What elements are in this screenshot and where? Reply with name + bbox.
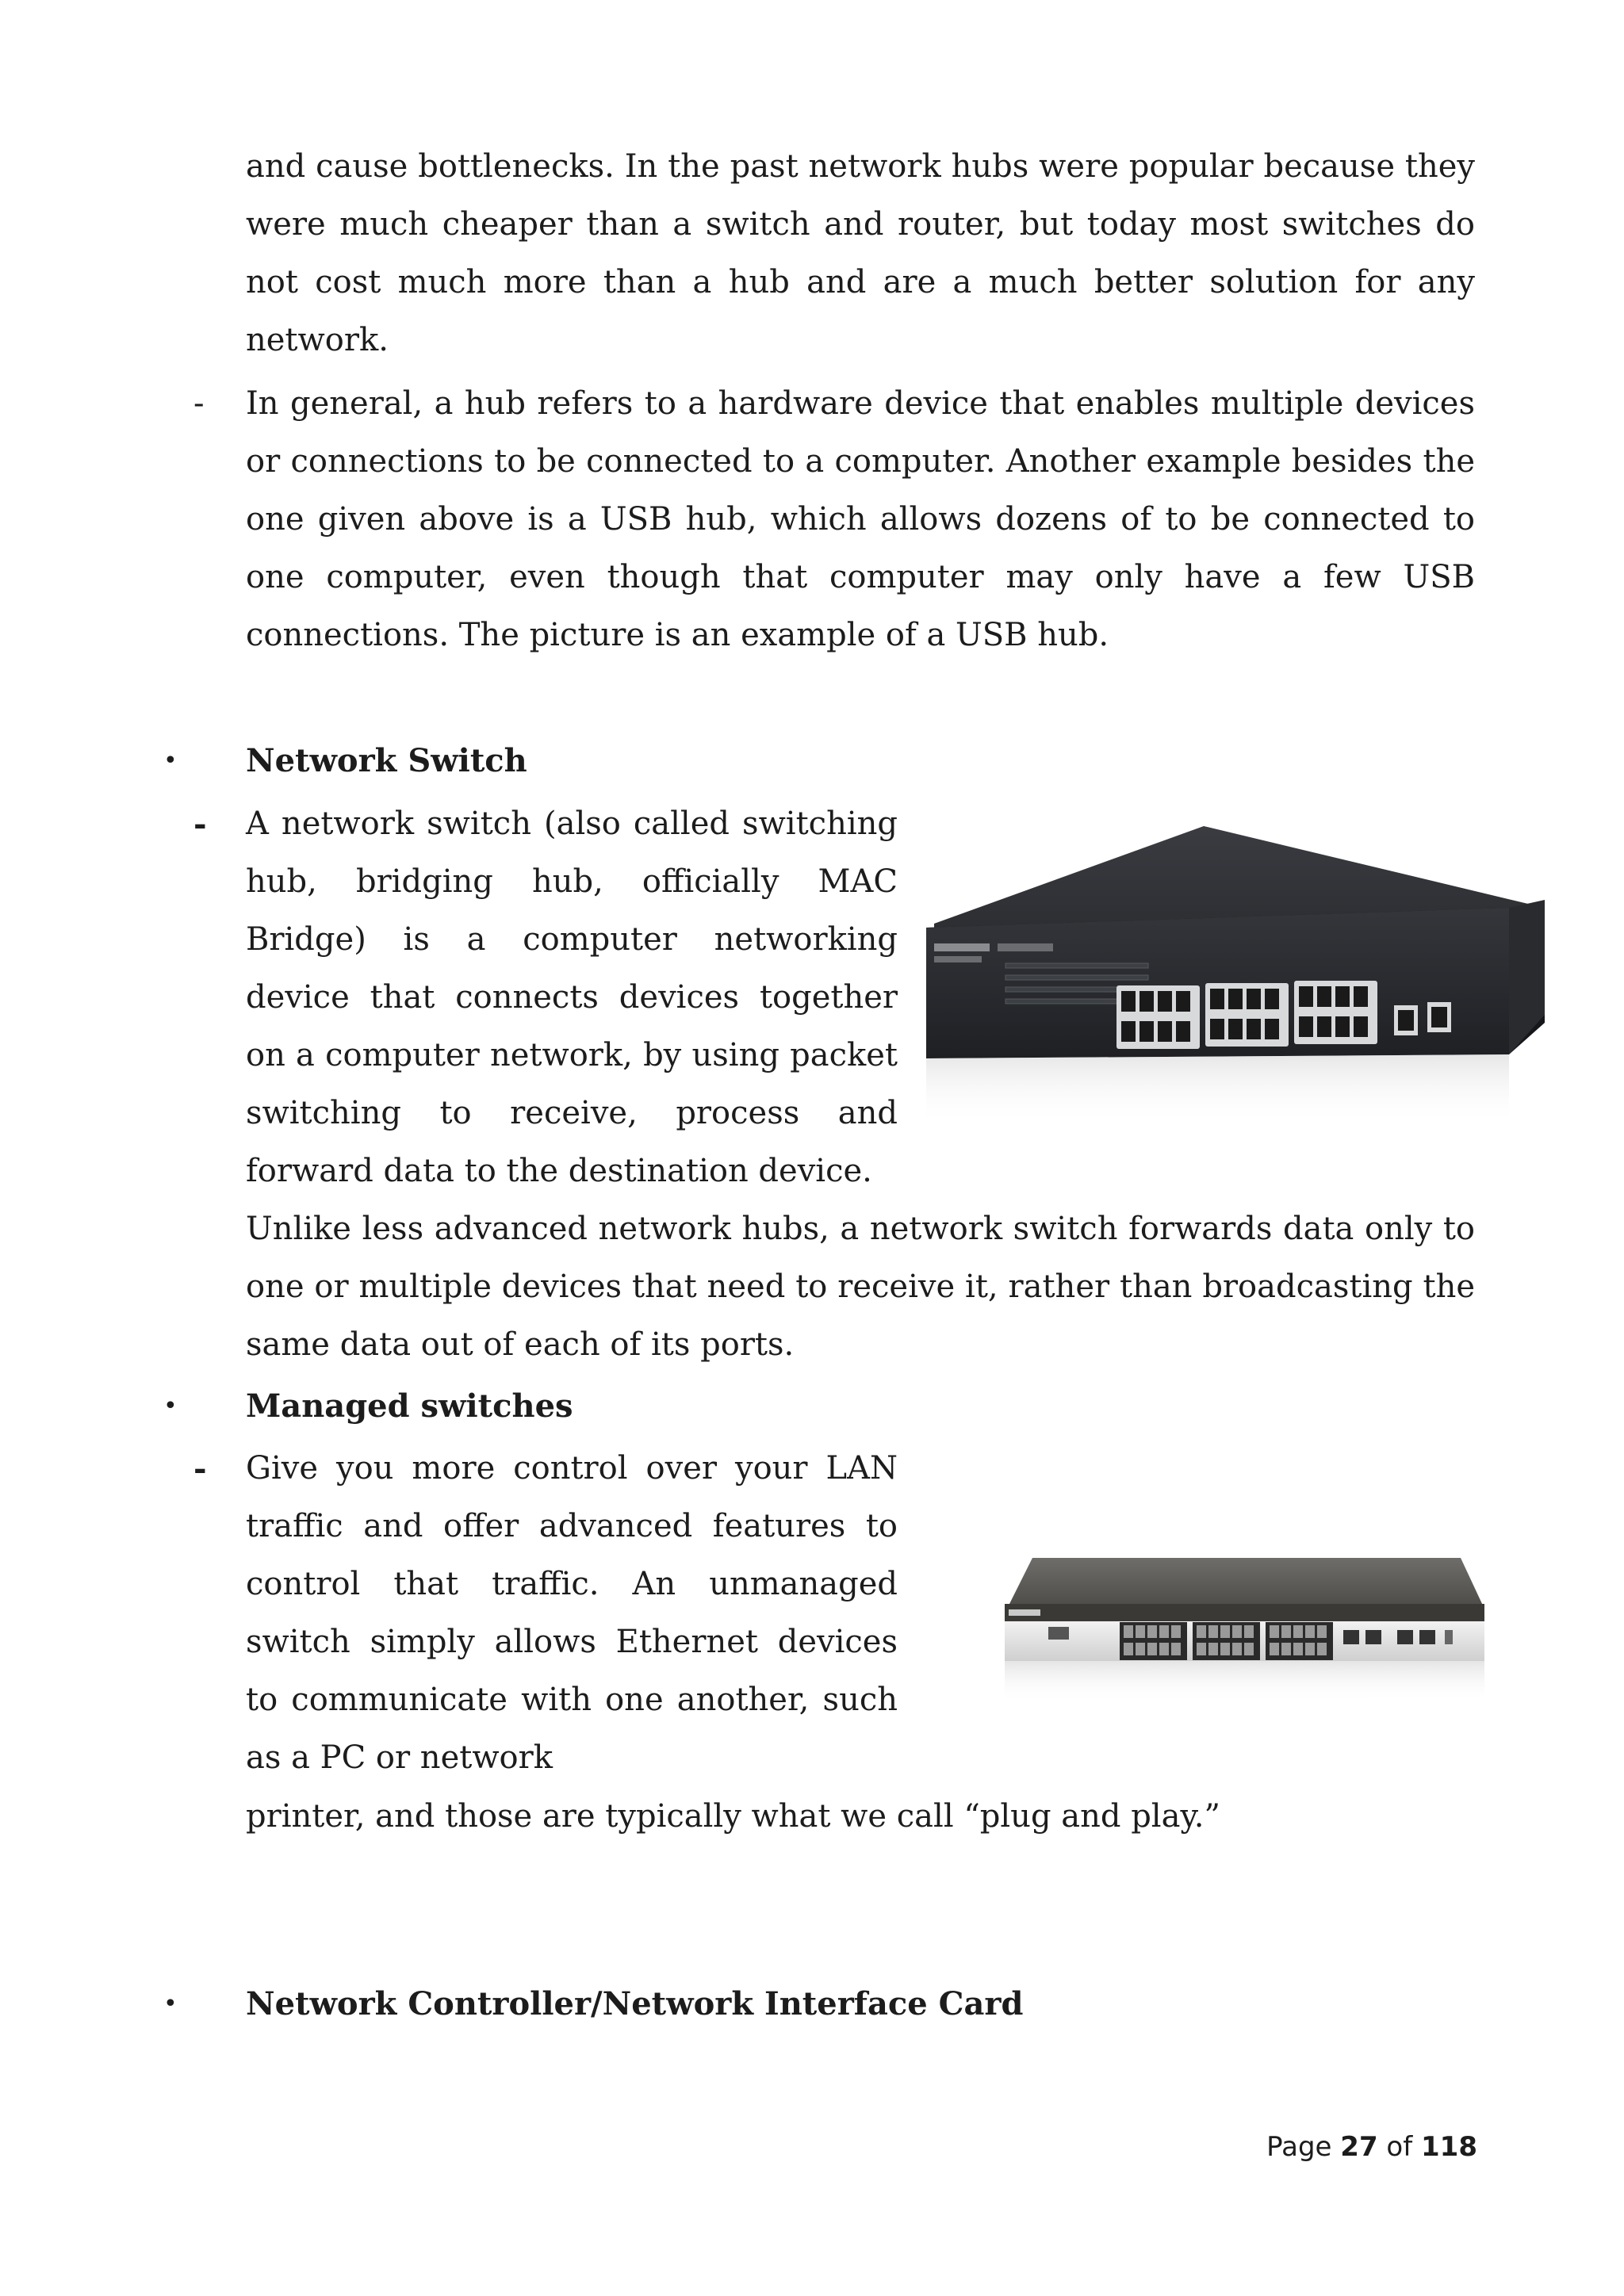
network-switch-paragraph: A network switch (also called switching hub, bridging hub, officially MAC Bridge) is a computer networking device that connects devices together on a computer network, by using packet switching to receive, process and forward data to the destination device. (246, 806, 898, 1189)
page-number: 27 (1340, 2131, 1378, 2163)
dash-marker: - (193, 1450, 207, 1487)
network-switch-image (918, 817, 1545, 1134)
managed-switch-image (1001, 1554, 1488, 1705)
of-word: of (1386, 2131, 1413, 2163)
dash-marker: - (193, 385, 205, 422)
network-switch-paragraph-continued: Unlike less advanced network hubs, a network switch forwards data only to one or multiple devices that need to receive it, rather than broadcasting the same data out of each of its ports. (246, 1211, 1475, 1363)
hub-paragraph-continued: and cause bottlenecks. In the past network hubs were popular because they were much cheaper than a switch and router, but today most switches do not cost much more than a hub and are a much better solution for any network. (246, 148, 1475, 358)
page-word: Page (1266, 2131, 1332, 2163)
page-footer (1266, 2127, 1477, 2167)
managed-switches-paragraph: Give you more control over your LAN traffic and offer advanced features to control that traffic. An unmanaged switch simply allows Ethernet devices to communicate with one another, such as a PC or network (246, 1450, 898, 1776)
bullet-marker: • (163, 1392, 178, 1420)
heading-network-switch: Network Switch (246, 742, 527, 779)
page-total: 118 (1421, 2131, 1477, 2163)
bullet-marker: • (163, 747, 178, 775)
heading-managed-switches: Managed switches (246, 1387, 573, 1425)
managed-switches-paragraph-continued: printer, and those are typically what we call “plug and play.” (246, 1798, 1220, 1835)
bullet-marker: • (163, 1990, 178, 2018)
heading-network-controller: Network Controller/Network Interface Card (246, 1985, 1024, 2022)
hub-general-paragraph: In general, a hub refers to a hardware device that enables multiple devices or connections to be connected to a computer. Another example besides the one given above is a USB hub, which allows dozens of to be connected to one computer, even though that computer may only have a few USB connections. The picture is an example of a USB hub. (246, 385, 1475, 653)
dash-marker: - (193, 806, 207, 843)
